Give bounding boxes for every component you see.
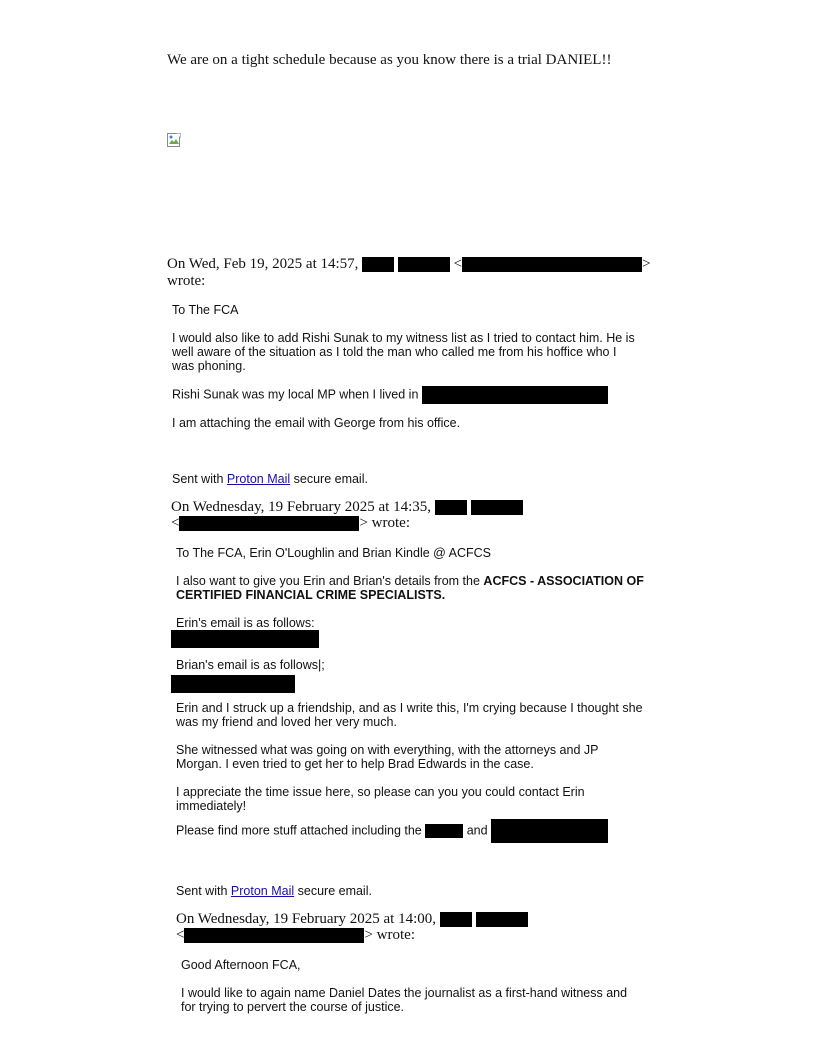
redacted-email: [184, 928, 364, 943]
quote1-sent-suffix: secure email.: [293, 472, 368, 486]
quote2-greeting: To The FCA, Erin O'Loughlin and Brian Kindle @ ACFCS: [176, 546, 491, 560]
quote2-para5: Please find more stuff attached including the: [176, 823, 422, 838]
quote2-header-lt: <: [171, 515, 180, 531]
quote2-para3: She witnessed what was going on with everything, with the attorneys and JP Morgan. I even tried to get her to help Brad Edwards in the case.: [176, 743, 599, 771]
redacted-block: [398, 257, 450, 272]
broken-image-icon: [167, 133, 181, 147]
quote1-header-prefix: On Wed, Feb 19, 2025 at 14:57,: [167, 256, 359, 272]
quote1-para2: Rishi Sunak was my local MP when I lived in: [172, 387, 419, 402]
quote2-para4: I appreciate the time issue here, so please can you you could contact Erin immediately!: [176, 785, 585, 813]
quote2-para1-text: I also want to give you Erin and Brian's details from the: [176, 574, 480, 588]
quote1-para1: I would also like to add Rishi Sunak to my witness list as I tried to contact him. He is well aware of the situation as I told the man who called me from his hoffice who I was phoning.: [172, 331, 635, 373]
quote1-signature: [172, 472, 368, 486]
intro-line: We are on a tight schedule because as you know there is a trial DANIEL!!: [167, 52, 612, 68]
quote1-greeting: To The FCA: [172, 303, 239, 317]
quote1-header-lt: <: [453, 256, 463, 272]
redacted-email: [179, 516, 359, 531]
quote2-para5-and: and: [466, 823, 488, 838]
redacted-email: [462, 257, 642, 272]
quote3-header-prefix: On Wednesday, 19 February 2025 at 14:00,: [176, 911, 436, 927]
quote1-header-wrote: wrote:: [167, 273, 206, 289]
proton-mail-link[interactable]: Proton Mail: [226, 472, 291, 486]
brian-email-label: Brian's email is as follows|;: [176, 658, 325, 672]
quote2-sent-prefix: Sent with: [176, 884, 228, 898]
quote1-header-gt: >: [642, 256, 651, 272]
redacted-location: [422, 386, 608, 404]
quote2-header: [171, 499, 523, 516]
quote1-para2-line: [172, 386, 608, 404]
quote2-header-suffix: > wrote:: [359, 515, 410, 531]
quote3-header: [176, 911, 528, 928]
quote2-para5-line: [176, 819, 608, 843]
quote2-para1: [176, 574, 646, 602]
quote2-para2: Erin and I struck up a friendship, and as I write this, I'm crying because I thought she was my friend and loved her very much.: [176, 701, 643, 729]
quote3-header-line2: [176, 927, 415, 944]
quote2-para1-bold: ACFCS - ASSOCIATION OF CERTIFIED FINANCIAL CRIME SPECIALISTS.: [176, 574, 644, 602]
quote3-para1: I would like to again name Daniel Dates the journalist as a first-hand witness and for trying to pervert the course of justice.: [181, 986, 628, 1014]
quote2-header-prefix: On Wednesday, 19 February 2025 at 14:35,: [171, 499, 431, 515]
redacted-email: [171, 630, 319, 648]
quote2-signature: [176, 884, 372, 898]
redacted-block: [435, 500, 467, 515]
redacted-block: [440, 912, 472, 927]
quote2-header-line2: [171, 515, 410, 532]
redacted-email: [171, 675, 295, 693]
erin-email-label: Erin's email is as follows:: [176, 616, 315, 630]
proton-mail-link[interactable]: Proton Mail: [230, 884, 295, 898]
redacted-block: [362, 257, 394, 272]
quote1-para3: I am attaching the email with George from his office.: [172, 416, 461, 430]
quote3-greeting: Good Afternoon FCA,: [181, 958, 301, 972]
redacted-block: [425, 824, 463, 838]
redacted-block: [491, 819, 608, 843]
quote2-sent-suffix: secure email.: [297, 884, 372, 898]
redacted-block: [471, 500, 523, 515]
quote1-sent-prefix: Sent with: [172, 472, 224, 486]
quote1-header: [167, 256, 667, 273]
quote3-header-suffix: > wrote:: [364, 927, 415, 943]
quote3-header-lt: <: [176, 927, 185, 943]
redacted-block: [476, 912, 528, 927]
